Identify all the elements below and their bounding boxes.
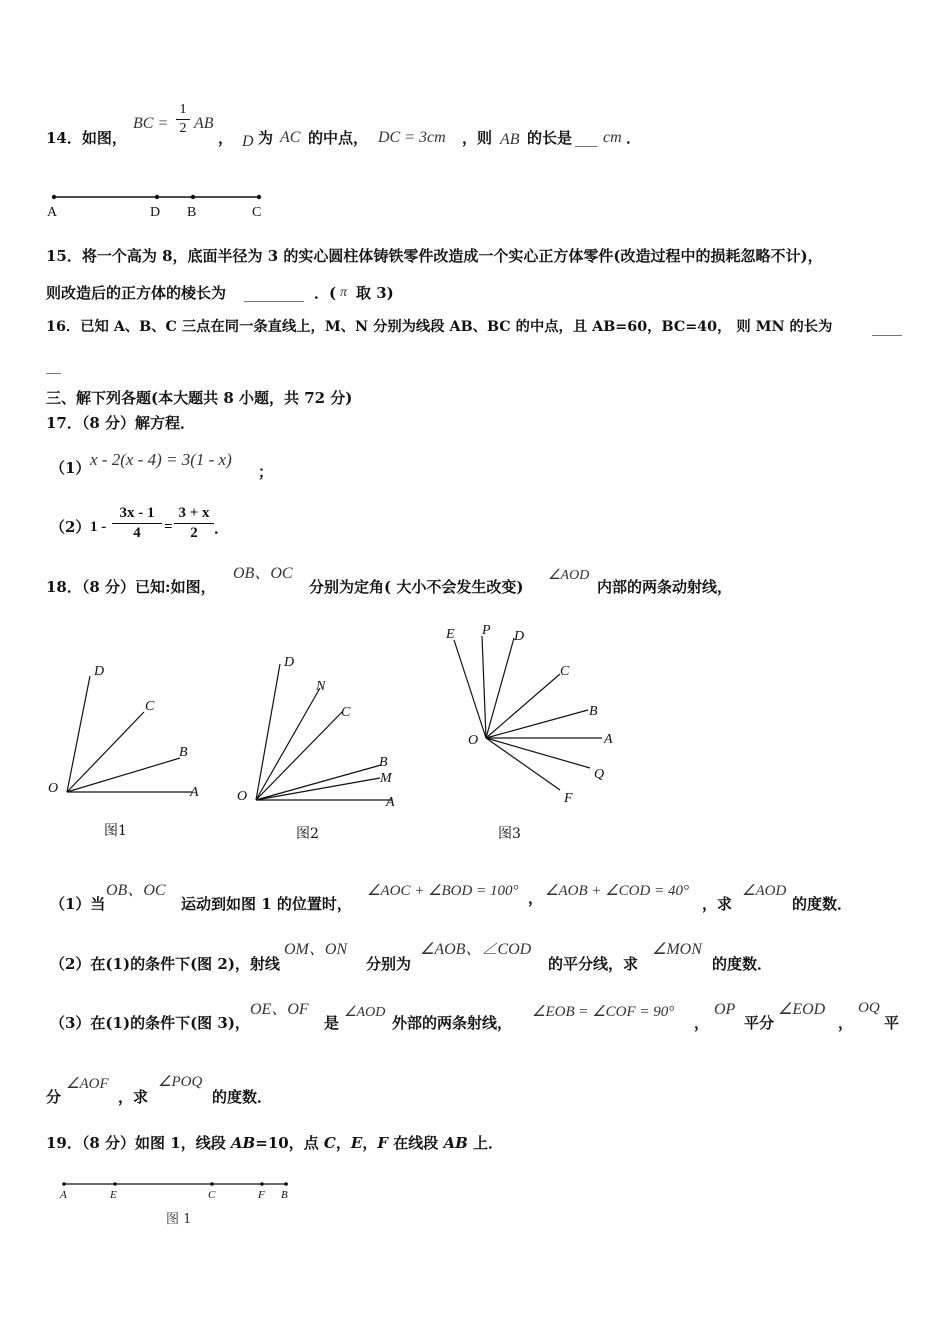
q18-figure-1 [44, 660, 224, 800]
q14-point-c: C [252, 205, 262, 220]
q17-frac2-den: 2 [190, 525, 198, 541]
q18-p2-ask: ∠MON [652, 941, 702, 958]
q19-ab2: AB [443, 1134, 468, 1152]
q16-blank: ____ [872, 318, 902, 336]
fig2-label-d: D [284, 655, 295, 670]
q18-p1-rays: OB、OC [106, 882, 166, 899]
q18-p1-label: （1）当 [50, 895, 106, 913]
q18-p3-a: 是 [324, 1014, 340, 1032]
q18-figure-2 [234, 650, 414, 810]
q14-frac-den: 2 [179, 121, 187, 136]
q14-point-d: D [150, 205, 161, 220]
q15-line1: 15．将一个高为 8，底面半径为 3 的实心圆柱体铸铁零件改造成一个实心正方体零件(改造过程中的损耗忽略不计)， [46, 247, 823, 265]
fig2-label-a: A [386, 795, 395, 810]
q19-point-c: C [208, 1189, 216, 1201]
fig1-label-c: C [145, 699, 155, 714]
fig2-label-o: O [237, 789, 248, 804]
q14-ac: AC [280, 129, 301, 146]
q14-formula-lhs: BC = [133, 115, 169, 132]
fig3-label-f: F [564, 791, 573, 806]
q17-fraction-1 [112, 505, 162, 542]
q18-p3-d: 平分 [744, 1014, 775, 1032]
fig3-label-d: D [514, 629, 525, 644]
q19-d: ， [335, 1134, 351, 1152]
fig3-label-p: P [482, 623, 491, 638]
q15-pi: π [340, 285, 348, 300]
q14-ab: AB [500, 131, 520, 148]
q17-title: 17．（8 分）解方程． [46, 414, 196, 432]
q18-p3-line2-c: 的度数． [212, 1088, 273, 1106]
fig3-label-e: E [446, 627, 455, 642]
q14-text-4: 的长是 [527, 129, 573, 147]
fig2-label-n: N [316, 679, 326, 694]
q14-text-1: 为 [258, 129, 274, 147]
q18-p1-c: 的度数． [792, 895, 853, 913]
q18-p2-c: 的度数． [712, 955, 773, 973]
q19-c: C [323, 1134, 336, 1152]
q17-equals: = [164, 519, 173, 535]
q14-unit: cm [603, 129, 622, 146]
q14-fraction [176, 102, 190, 137]
q18-p1-b: ，求 [702, 895, 733, 913]
q14-dc: DC = 3cm [378, 129, 446, 146]
q14-text-2: 的中点， [308, 129, 369, 147]
q18-p3-op: OP [714, 1001, 736, 1018]
q19-b: =10，点 [255, 1134, 324, 1152]
fig1-label-a: A [190, 785, 199, 800]
q14-text-3: ，则 [462, 129, 493, 147]
q19-f: ， [362, 1134, 378, 1152]
q19-ab: AB [230, 1134, 256, 1152]
q14-number: 14．如图， [46, 129, 127, 147]
fig3-label-o: O [468, 733, 479, 748]
q19-h: 上． [467, 1134, 504, 1152]
q17-frac1-den: 4 [133, 525, 141, 541]
q18-p3-e: ， [838, 1014, 854, 1032]
q18-p3-line2-a: 分 [46, 1088, 62, 1106]
q17-part1-label: （1） [50, 459, 91, 477]
q16-blank-continued: __ [46, 356, 61, 374]
q18-p1-eq1: ∠AOC + ∠BOD = 100° [367, 883, 519, 899]
q18-p3-line2-b: ，求 [118, 1088, 149, 1106]
q19-point-a: A [60, 1189, 67, 1201]
fig1-caption: 图1 [104, 823, 127, 839]
q18-intro-c: 内部的两条动射线， [597, 578, 733, 596]
q18-p1-eq2: ∠AOB + ∠COD = 40° [545, 883, 689, 899]
q14-point-a: A [47, 205, 58, 220]
q19-point-e: E [110, 1189, 117, 1201]
q18-p3-f: 平 [884, 1014, 900, 1032]
fig2-label-m: M [380, 771, 392, 786]
q18-angle-aod: ∠AOD [548, 568, 590, 583]
q17-part2-a: 1 - [90, 519, 107, 535]
q17-fraction-2 [174, 505, 214, 542]
fig3-label-q: Q [594, 767, 605, 782]
fig2-caption: 图2 [296, 826, 319, 842]
fig1-label-b: B [179, 745, 188, 760]
q17-part1-end: ； [258, 463, 274, 481]
q18-p3-aof: ∠AOF [66, 1076, 109, 1092]
fig3-label-a: A [604, 732, 613, 747]
q19-point-f: F [258, 1189, 265, 1201]
fig3-label-c: C [560, 664, 570, 679]
fig2-label-b: B [379, 755, 388, 770]
q14-frac-num: 1 [179, 102, 187, 117]
q18-p3-eod: ∠EOD [778, 1001, 826, 1018]
q18-figure-3 [440, 620, 640, 810]
q17-frac1-num: 3x - 1 [119, 505, 155, 521]
q18-intro-b: 分别为定角( 大小不会发生改变) [309, 578, 524, 596]
q18-p3-angle: ∠AOD [344, 1005, 386, 1020]
q15-line2-c: 取 3) [356, 284, 394, 302]
q18-p1-a: 运动到如图 1 的位置时， [181, 895, 352, 913]
q17-part1-equation: x - 2(x - 4) = 3(1 - x) [90, 450, 232, 469]
q14-end: ． [626, 129, 642, 147]
q17-part2-label: （2） [50, 518, 91, 536]
q15-line2-b: ．( [314, 284, 337, 302]
q17-part2-end: ． [214, 519, 230, 537]
q18-p2-b: 的平分线，求 [548, 955, 639, 973]
q18-p2-label: （2）在(1)的条件下(图 2)，射线 [50, 955, 280, 973]
fig3-caption: 图3 [498, 826, 521, 842]
q19-segment-figure [56, 1176, 316, 1206]
q19-a: 19．（8 分）如图 1，线段 [46, 1134, 231, 1152]
q19-caption: 图 1 [166, 1212, 192, 1227]
q14-d: D [242, 133, 254, 150]
q14-blank: ___ [575, 129, 598, 147]
fig1-label-d: D [94, 664, 105, 679]
q15-blank: ________ [244, 284, 304, 302]
q14-point-b: B [187, 205, 197, 220]
q18-p3-rays: OE、OF [250, 1001, 309, 1018]
q18-p3-oq: OQ [858, 1000, 880, 1016]
q18-p2-angles: ∠AOB、∠COD [420, 941, 532, 958]
q18-p3-label: （3）在(1)的条件下(图 3)， [50, 1014, 250, 1032]
q18-p1-sep: ， [528, 889, 544, 907]
q15-line2-a: 则改造后的正方体的棱长为 [46, 284, 227, 302]
q18-p3-eq: ∠EOB = ∠COF = 90° [532, 1004, 675, 1020]
fig3-label-b: B [589, 704, 598, 719]
q18-p2-rays: OM、ON [284, 941, 348, 958]
q18-p3-poq: ∠POQ [158, 1074, 203, 1090]
section-3-heading: 三、解下列各题(本大题共 8 小题，共 72 分) [46, 389, 353, 407]
q14-formula-rhs: AB [194, 115, 214, 132]
q14-segment-figure [44, 188, 284, 218]
q14-comma: ， [218, 129, 234, 147]
q18-p3-c: ， [694, 1014, 710, 1032]
q16-text: 16．已知 A、B、C 三点在同一条直线上，M、N 分别为线段 AB、BC 的中点，且 AB=60，BC=40， 则 MN 的长为 [46, 319, 833, 335]
q19-g: 在线段 [388, 1134, 444, 1152]
q18-rays: OB、OC [233, 565, 293, 582]
q18-p2-a: 分别为 [366, 955, 412, 973]
q19-point-b: B [281, 1189, 288, 1201]
q19-fl: F [377, 1134, 388, 1152]
q17-frac2-num: 3 + x [178, 505, 210, 521]
q19-text [46, 1133, 503, 1153]
fig2-label-c: C [341, 705, 351, 720]
q18-intro-a: 18．（8 分）已知:如图， [46, 578, 216, 596]
q19-e: E [350, 1134, 363, 1152]
fig1-label-o: O [48, 781, 59, 796]
q18-p1-ask: ∠AOD [742, 883, 787, 899]
q18-p3-b: 外部的两条射线， [392, 1014, 513, 1032]
